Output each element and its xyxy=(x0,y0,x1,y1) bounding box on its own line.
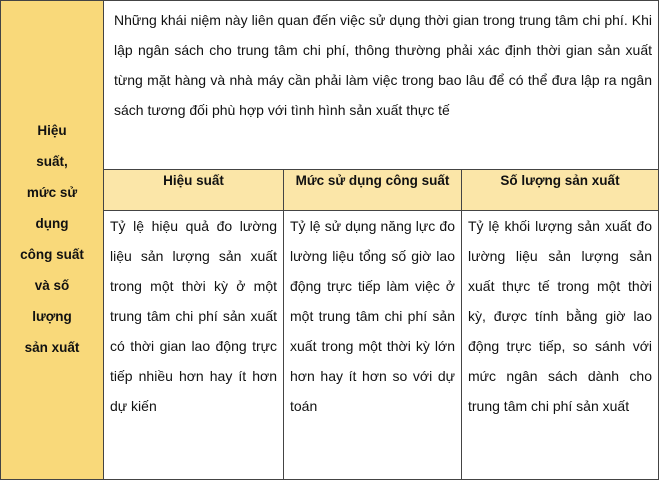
header-capacity-utilization: Mức sử dụng công suất xyxy=(295,173,450,188)
body-efficiency: Tỷ lệ hiệu quả đo lường liệu sản lượng sản xuất trong một thời kỳ ở một trung tâm chi phí sản xuất có thời gian lao động trực tiếp nhiều hơn hay ít hơn dự kiến xyxy=(110,218,277,414)
row-label-cell xyxy=(0,0,104,480)
body-capacity-utilization: Tỷ lệ sử dụng năng lực đo lường liệu tổng số giờ lao động trực tiếp làm việc ở một trung tâm chi phí sản xuất trong một thời kỳ lớn hơn hay ít hơn so với dự toán xyxy=(290,218,455,414)
header-row xyxy=(104,170,658,211)
row-label: Hiệu suất, mức sử dụng công suất và số lượng sản xuất xyxy=(20,123,84,355)
header-production-volume: Số lượng sản xuất xyxy=(500,173,620,188)
intro-paragraph: Những khái niệm này liên quan đến việc sử dụng thời gian trong trung tâm chi phí. Khi lập ngân sách cho trung tâm chi phí, thông thường phải xác định thời gian sản xuất từng mặt hàng và nhà máy cần phải làm việc trong bao lâu để có thể đưa lập ra ngân sách tương đối phù hợp với tình hình sản xuất thực tế xyxy=(103,0,659,170)
body-production-volume: Tỷ lệ khối lượng sản xuất đo lường liệu sản lượng sản xuất thực tế trong một thời kỳ, được tính bằng giờ lao động trực tiếp, so sánh với mức ngân sách dành cho trung tâm chi phí sản xuất xyxy=(468,218,652,414)
metrics-grid xyxy=(103,169,659,480)
header-efficiency: Hiệu suất xyxy=(163,173,224,188)
